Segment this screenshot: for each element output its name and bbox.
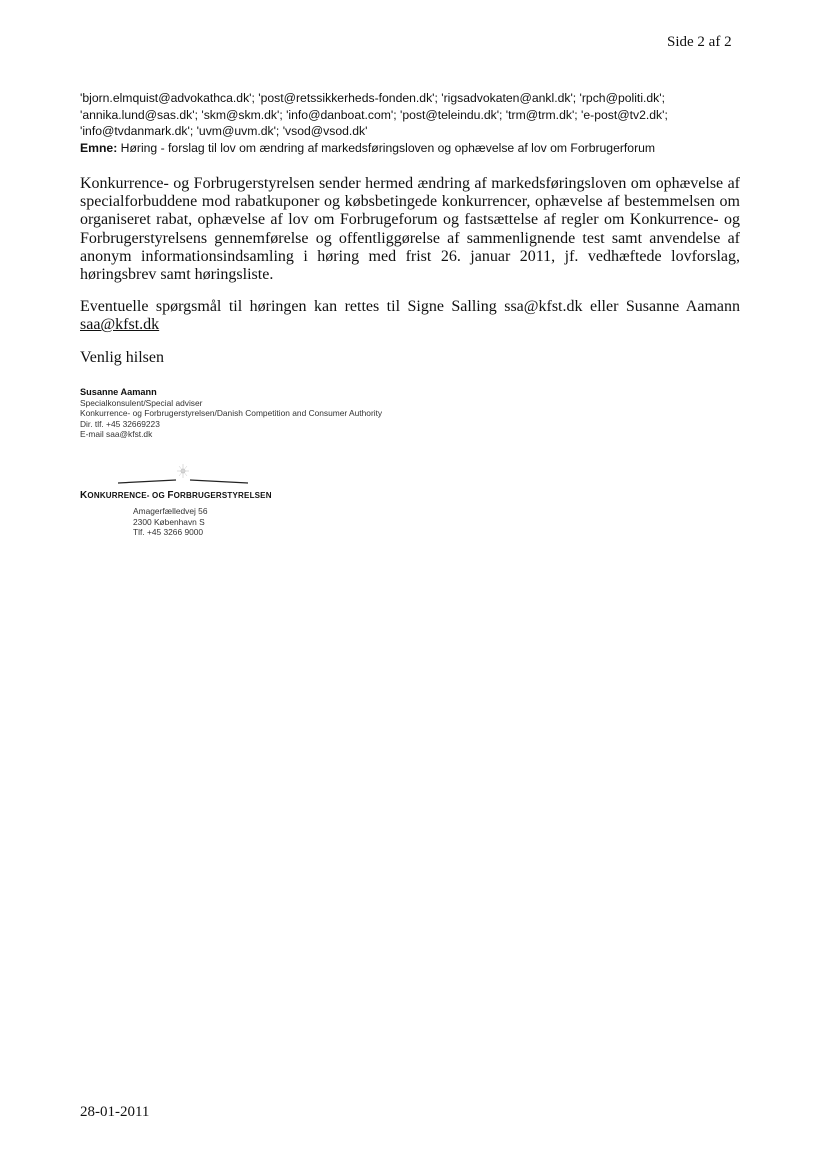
page-number: Side 2 af 2: [667, 34, 732, 50]
recipients-line: 'bjorn.elmquist@advokathca.dk'; 'post@retssikkerheds-fonden.dk'; 'rigsadvokaten@ankl.dk'; 'rpch@politi.dk';: [80, 91, 665, 105]
organization-name: [80, 490, 272, 501]
signature-block: [80, 387, 382, 440]
subject-line: [80, 140, 750, 157]
address-street: Amagerfælledvej 56: [133, 506, 208, 516]
body-paragraph: Konkurrence- og Forbrugerstyrelsen sender hermed ændring af markedsføringsloven om ophævelse af specialforbuddene mod rabatkuponer og købsbetingede konkurrencer, ophævelse af bestemmelsen om organiseret rabat, ophævelse af lov om Forbrugeforum og fastsættelse af regler om Konkurrence- og Forbrugerstyrelsens gennemførelse og offentliggørelse af sammenlignende test samt anvendelse af anonym informationsindsamling i høring med frist 26. januar 2011, jf. vedhæftede lovforslag, høringsbrev samt høringsliste.: [80, 175, 740, 284]
email-link[interactable]: saa@kfst.dk: [80, 316, 160, 334]
signature-email: E-mail saa@kfst.dk: [80, 429, 153, 439]
org-name-part: ORBRUGERSTYRELSEN: [173, 491, 272, 500]
org-name-part: F: [167, 490, 174, 501]
logo-icon: [118, 463, 248, 487]
recipients-line: 'info@tvdanmark.dk'; 'uvm@uvm.dk'; 'vsod@vsod.dk': [80, 124, 368, 138]
org-name-part: K: [80, 490, 88, 501]
contact-paragraph: [80, 298, 740, 334]
signature-phone: Dir. tlf. +45 32669223: [80, 418, 160, 429]
recipients-line: 'annika.lund@sas.dk'; 'skm@skm.dk'; 'info@danboat.com'; 'post@teleindu.dk'; 'trm@trm.dk'; 'e-post@tv2.dk';: [80, 107, 668, 122]
signature-organization: Konkurrence- og Forbrugerstyrelsen/Danish Competition and Consumer Authority: [80, 408, 383, 418]
contact-text: Eventuelle spørgsmål til høringen kan rettes til Signe Salling ssa@kfst.dk eller Susanne Aamann: [80, 298, 740, 315]
subject-text: Høring - forslag til lov om ændring af markedsføringsloven og ophævelse af lov om Forbrugerforum: [120, 140, 656, 155]
org-name-part: ONKURRENCE- OG: [87, 491, 168, 500]
signature-name: Susanne Aamann: [80, 387, 157, 397]
closing-greeting: Venlig hilsen: [80, 349, 164, 366]
subject-label: Emne:: [80, 140, 118, 155]
address-city: 2300 København S: [133, 516, 205, 527]
footer-date: 28-01-2011: [80, 1104, 150, 1120]
email-header: [80, 90, 750, 156]
signature-title: Specialkonsulent/Special adviser: [80, 397, 203, 408]
address-phone: Tlf. +45 3266 9000: [133, 527, 204, 537]
address-block: [133, 506, 207, 538]
